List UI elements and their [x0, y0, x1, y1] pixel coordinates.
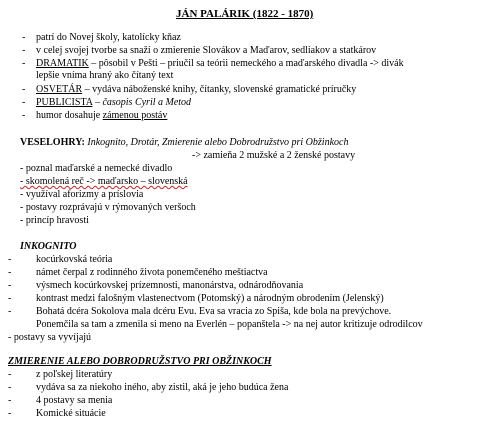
intro-item-2: v celej svojej tvorbe sa snaží o zmierenie Slovákov a Maďarov, sedliakov a statkárov [36, 45, 377, 56]
inkognito-item: kocúrkovská teória [36, 254, 113, 265]
page-title: JÁN PALÁRIK (1822 - 1870) [176, 8, 314, 20]
bullet-dash: - [22, 32, 26, 43]
osvetar-text: – vydáva náboženské knihy, čítanky, slovenské gramatické príručky [82, 84, 357, 95]
inkognito-continuation: Ponemčila sa tam a zmenila si meno na Everlén – popanštela -> na nej autor kritizuje odrodilcov [36, 319, 423, 330]
zmierenie-item: z poľskej literatúry [36, 369, 113, 380]
dramatik-item [36, 58, 404, 70]
publicista-dash: – [92, 97, 103, 108]
inkognito-last: - postavy sa vyvíjajú [8, 332, 92, 343]
veselohry-item-text: - skomolená reč -> maďarsko – slovenská [20, 176, 188, 187]
bullet-dash: - [8, 280, 12, 291]
bullet-dash: - [22, 84, 26, 95]
inkognito-item: Bohatá dcéra Sokolova mala dcéru Evu. Eva sa vracia zo Spiša, kde bola na prevýchove. [36, 306, 392, 317]
veselohry-label: VESELOHRY: [20, 137, 85, 148]
veselohry-works: Inkognito, Drotár, Zmierenie alebo Dobrodružstvo pri Obžinkoch [84, 137, 349, 148]
veselohry-item [20, 176, 188, 188]
bullet-dash: - [8, 267, 12, 278]
publicista-label: PUBLICISTA [36, 97, 93, 108]
bullet-dash: - [8, 382, 12, 393]
osvetar-label: OSVETÁR [36, 84, 83, 95]
bullet-dash: - [8, 395, 12, 406]
bullet-dash: - [22, 97, 26, 108]
publicista-text: časopis Cyril a Metod [102, 97, 192, 108]
osvetar-item [36, 84, 356, 96]
bullet-dash: - [8, 293, 12, 304]
bullet-dash: - [22, 58, 26, 69]
veselohry-item: - postavy rozprávajú v rýmovaných veršoch [20, 202, 196, 213]
veselohry-heading [20, 137, 348, 149]
intro-item-1: patrí do Novej školy, katolícky kňaz [36, 32, 181, 43]
publicista-item [36, 97, 191, 109]
dramatik-label: DRAMATIK [36, 58, 89, 69]
zmierenie-item: 4 postavy sa menia [36, 395, 113, 406]
veselohry-item: - využíval aforizmy a príslovia [20, 189, 144, 200]
bullet-dash: - [8, 369, 12, 380]
bullet-dash: - [8, 306, 12, 317]
veselohry-note: -> zamieňa 2 mužské a 2 ženské postavy [192, 150, 356, 161]
zmierenie-item: vydáva sa za niekoho iného, aby zistil, aká je jeho budúca žena [36, 382, 289, 393]
dramatik-continuation: lepšie vníma hraný ako čítaný text [36, 70, 174, 81]
bullet-dash: - [8, 408, 12, 419]
humor-text: humor dosahuje [36, 110, 103, 121]
zmierenie-item: Komické situácie [36, 408, 106, 419]
bullet-dash: - [22, 45, 26, 56]
inkognito-item: výsmech kocúrkovskej prízemnosti, manonárstva, odnárodňovania [36, 280, 304, 291]
dramatik-text: – pôsobil v Pešti – priučil sa teórii nemeckého a maďarského divadla -> divák [88, 58, 404, 69]
veselohry-item: - princíp hravosti [20, 215, 89, 226]
bullet-dash: - [22, 110, 26, 121]
inkognito-heading: INKOGNITO [20, 241, 77, 252]
zmierenie-heading: ZMIERENIE ALEBO DOBRODRUŽSTVO PRI OBŽINKOCH [8, 356, 272, 367]
bullet-dash: - [8, 254, 12, 265]
inkognito-item: námet čerpal z rodinného života ponemčeného meštiactva [36, 267, 268, 278]
veselohry-item: - poznal maďarské a nemecké divadlo [20, 163, 173, 174]
inkognito-item: kontrast medzi falošným vlastenectvom (Potomský) a národným obrodením (Jelenský) [36, 293, 384, 304]
humor-item [36, 110, 167, 122]
humor-link: zámenou postáv [102, 110, 168, 121]
